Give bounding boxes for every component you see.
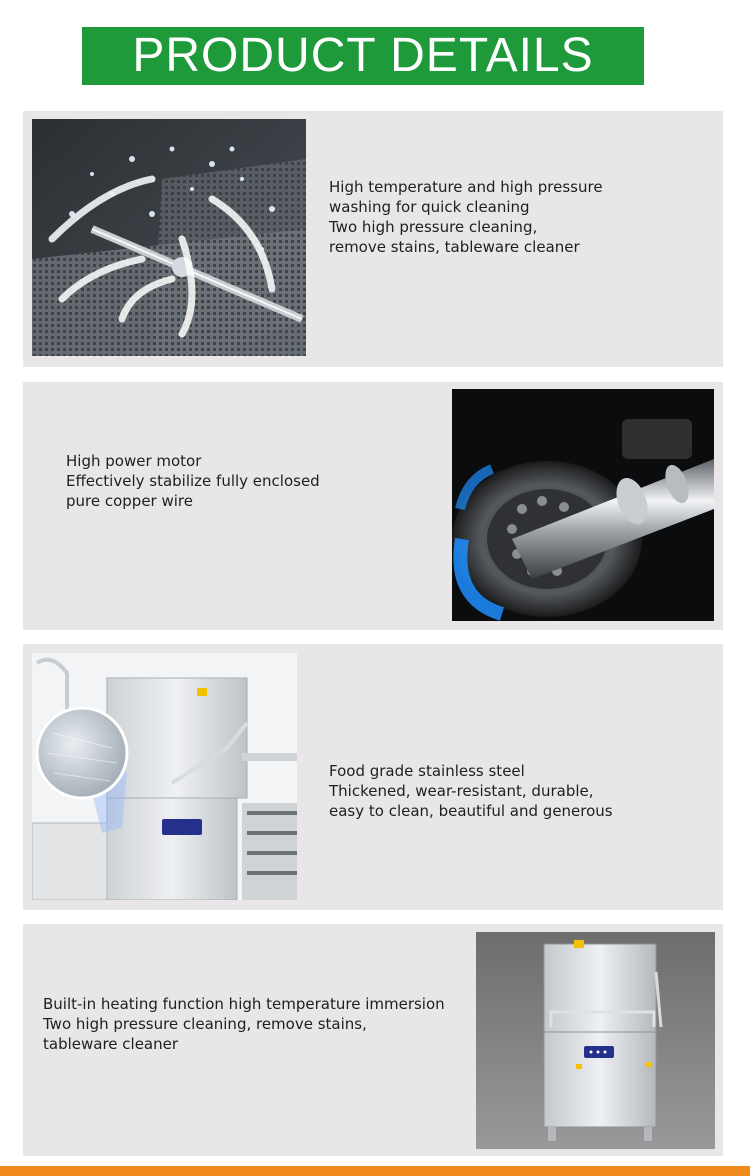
description-line: pure copper wire	[66, 492, 193, 510]
feature-panel-washing	[23, 111, 723, 367]
description-line: remove stains, tableware cleaner	[329, 238, 580, 256]
feature-description	[43, 994, 445, 1054]
feature-description	[329, 761, 613, 821]
feature-description	[329, 177, 603, 257]
description-line: easy to clean, beautiful and generous	[329, 802, 613, 820]
feature-panel-heating	[23, 924, 723, 1156]
description-line: washing for quick cleaning	[329, 198, 530, 216]
description-line: tableware cleaner	[43, 1035, 179, 1053]
description-line: Two high pressure cleaning,	[329, 218, 538, 236]
description-line: Built-in heating function high temperature immersion	[43, 995, 445, 1013]
description-line: Effectively stabilize fully enclosed	[66, 472, 320, 490]
page-title-banner	[82, 27, 644, 85]
description-line: Thickened, wear-resistant, durable,	[329, 782, 594, 800]
feature-description	[66, 451, 320, 511]
description-line: High power motor	[66, 452, 202, 470]
page-title: PRODUCT DETAILS	[132, 29, 594, 82]
dishwasher-image	[476, 932, 715, 1149]
feature-panel-motor	[23, 382, 723, 630]
stainless-steel-image	[32, 653, 297, 900]
feature-panel-steel	[23, 644, 723, 910]
water-spray-image	[32, 119, 306, 356]
description-line: Two high pressure cleaning, remove stains,	[43, 1015, 367, 1033]
motor-image	[452, 389, 714, 621]
bottom-accent-bar	[0, 1166, 750, 1176]
description-line: Food grade stainless steel	[329, 762, 525, 780]
description-line: High temperature and high pressure	[329, 178, 603, 196]
